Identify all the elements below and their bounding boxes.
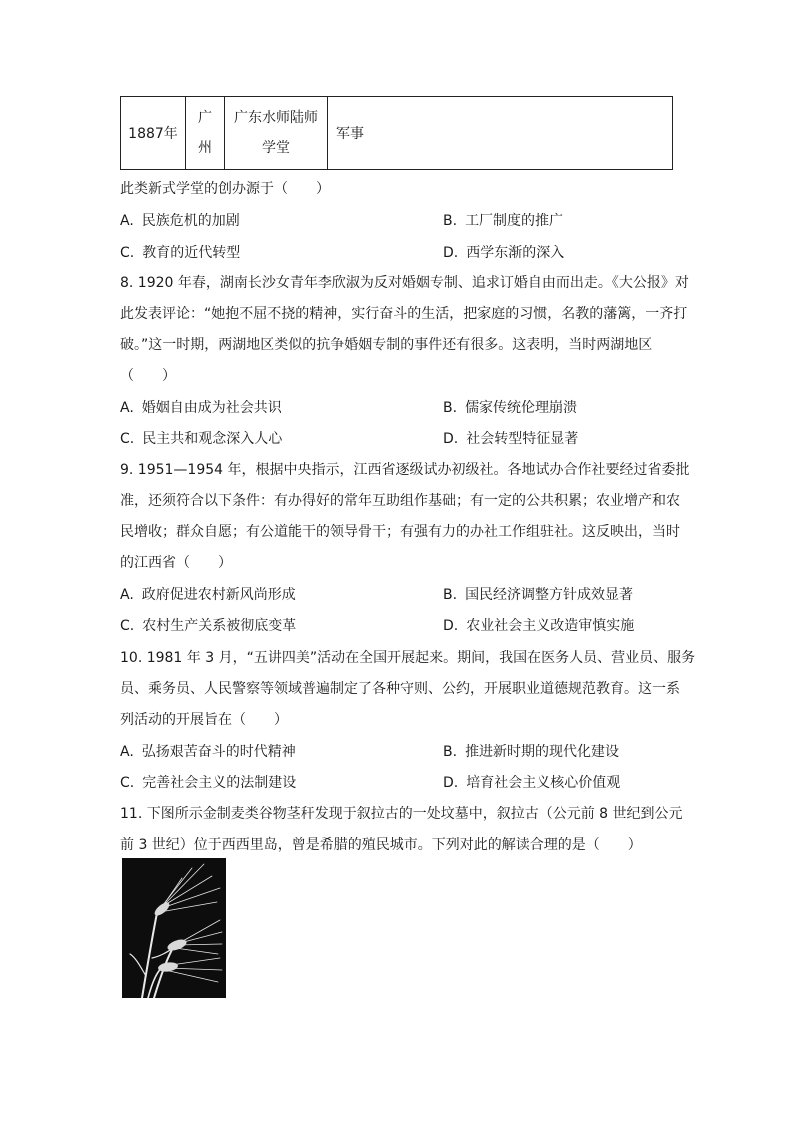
option-text: 国民经济调整方针成效显著 (465, 587, 634, 603)
option-text: 儒家传统伦理崩溃 (465, 400, 578, 416)
school-name-line-2: 学堂 (262, 140, 290, 156)
option-label: D. (443, 245, 459, 261)
option-text: 弘扬艰苦奋斗的时代精神 (141, 744, 296, 760)
q9-stem-line-3: 民增收；群众自愿；有公道能干的领导骨干；有强有力的办社工作组驻社。这反映出，当时 (120, 524, 680, 540)
q10-option-a[interactable] (120, 741, 296, 761)
q7-option-a[interactable] (120, 210, 240, 230)
option-label: B. (443, 587, 458, 603)
option-label: C. (120, 431, 135, 447)
q8-option-d[interactable] (443, 428, 578, 448)
option-label: B. (443, 213, 458, 229)
q7-option-b[interactable] (443, 210, 563, 230)
q8-option-c[interactable] (120, 428, 282, 448)
option-label: C. (120, 245, 135, 261)
q9-stem-line-2: 准，还须符合以下条件：有办得好的常年互助组作基础；有一定的公共积累；农业增产和农 (120, 493, 680, 509)
q8-option-b[interactable] (443, 397, 577, 417)
option-label: D. (443, 775, 459, 791)
option-text: 西学东渐的深入 (466, 245, 565, 261)
school-name-cell (225, 97, 328, 170)
place-line-2: 州 (198, 140, 212, 156)
q10-stem-line-3: 列活动的开展旨在（ ） (120, 712, 288, 728)
q9-option-d[interactable] (443, 615, 634, 635)
option-label: A. (120, 400, 134, 416)
option-text: 农业社会主义改造审慎实施 (466, 618, 635, 634)
option-label: A. (120, 587, 134, 603)
q9-option-b[interactable] (443, 584, 633, 604)
option-label: D. (443, 618, 459, 634)
option-text: 民主共和观念深入人心 (142, 431, 283, 447)
q8-stem-line-2: 此发表评论：“她抱不屈不挠的精神，实行奋斗的生活，把家庭的习惯，名教的藩篱，一齐打 (120, 306, 688, 322)
q9-option-a[interactable] (120, 584, 296, 604)
option-label: A. (120, 744, 134, 760)
q7-option-c[interactable] (120, 242, 240, 262)
q8-stem-line-1: 8. 1920 年春，湖南长沙女青年李欣淑为反对婚姻专制、追求订婚自由而出走。《大公报》对 (120, 275, 689, 291)
q10-stem-line-2: 员、乘务员、人民警察等领域普遍制定了各种守则、公约，开展职业道德规范教育。这一系 (120, 681, 680, 697)
q9-stem-line-4: 的江西省（ ） (120, 555, 232, 571)
option-text: 工厂制度的推广 (465, 213, 564, 229)
option-text: 婚姻自由成为社会共识 (141, 400, 282, 416)
school-name-line-1: 广东水师陆师 (234, 110, 318, 126)
option-text: 民族危机的加剧 (141, 213, 240, 229)
q10-option-b[interactable] (443, 741, 619, 761)
option-label: C. (120, 775, 135, 791)
wheat-stalk-illustration (122, 858, 226, 998)
option-text: 社会转型特征显著 (466, 431, 579, 447)
q8-option-a[interactable] (120, 397, 282, 417)
place-line-1: 广 (198, 110, 212, 126)
school-type-cell: 军事 (328, 97, 673, 170)
q8-stem-line-3: 破。”这一时期，两湖地区类似的抗争婚姻专制的事件还有很多。这表明，当时两湖地区 (120, 337, 653, 353)
option-text: 推进新时期的现代化建设 (465, 744, 620, 760)
q7-option-d[interactable] (443, 242, 564, 262)
option-text: 完善社会主义的法制建设 (142, 775, 297, 791)
golden-wheat-photo (122, 858, 226, 998)
option-label: A. (120, 213, 134, 229)
q9-option-c[interactable] (120, 615, 296, 635)
option-text: 政府促进农村新风尚形成 (141, 587, 296, 603)
option-label: D. (443, 431, 459, 447)
q8-stem-line-4: （ ） (120, 368, 176, 384)
option-text: 农村生产关系被彻底变革 (142, 618, 297, 634)
school-table (120, 96, 673, 170)
q7-stem: 此类新式学堂的创办源于（ ） (120, 181, 330, 197)
option-label: B. (443, 400, 458, 416)
option-text: 教育的近代转型 (142, 245, 241, 261)
option-label: C. (120, 618, 135, 634)
q10-option-d[interactable] (443, 772, 620, 792)
q9-stem-line-1: 9. 1951—1954 年，根据中央指示，江西省逐级试办初级社。各地试办合作社要经过省委批 (120, 462, 690, 478)
q11-stem-line-1: 11. 下图所示金制麦类谷物茎秆发现于叙拉古的一处坟墓中，叙拉古（公元前 8 世纪到公元 (120, 806, 683, 822)
q10-stem-line-1: 10. 1981 年 3 月，“五讲四美”活动在全国开展起来。期间，我国在医务人员、营业员、服务 (120, 650, 696, 666)
place-cell (186, 97, 225, 170)
q10-option-c[interactable] (120, 772, 296, 792)
option-label: B. (443, 744, 458, 760)
option-text: 培育社会主义核心价值观 (466, 775, 621, 791)
year-cell: 1887年 (121, 97, 186, 170)
table-row (121, 97, 673, 170)
q11-stem-line-2: 前 3 世纪）位于西西里岛，曾是希腊的殖民城市。下列对此的解读合理的是（ ） (120, 837, 642, 853)
